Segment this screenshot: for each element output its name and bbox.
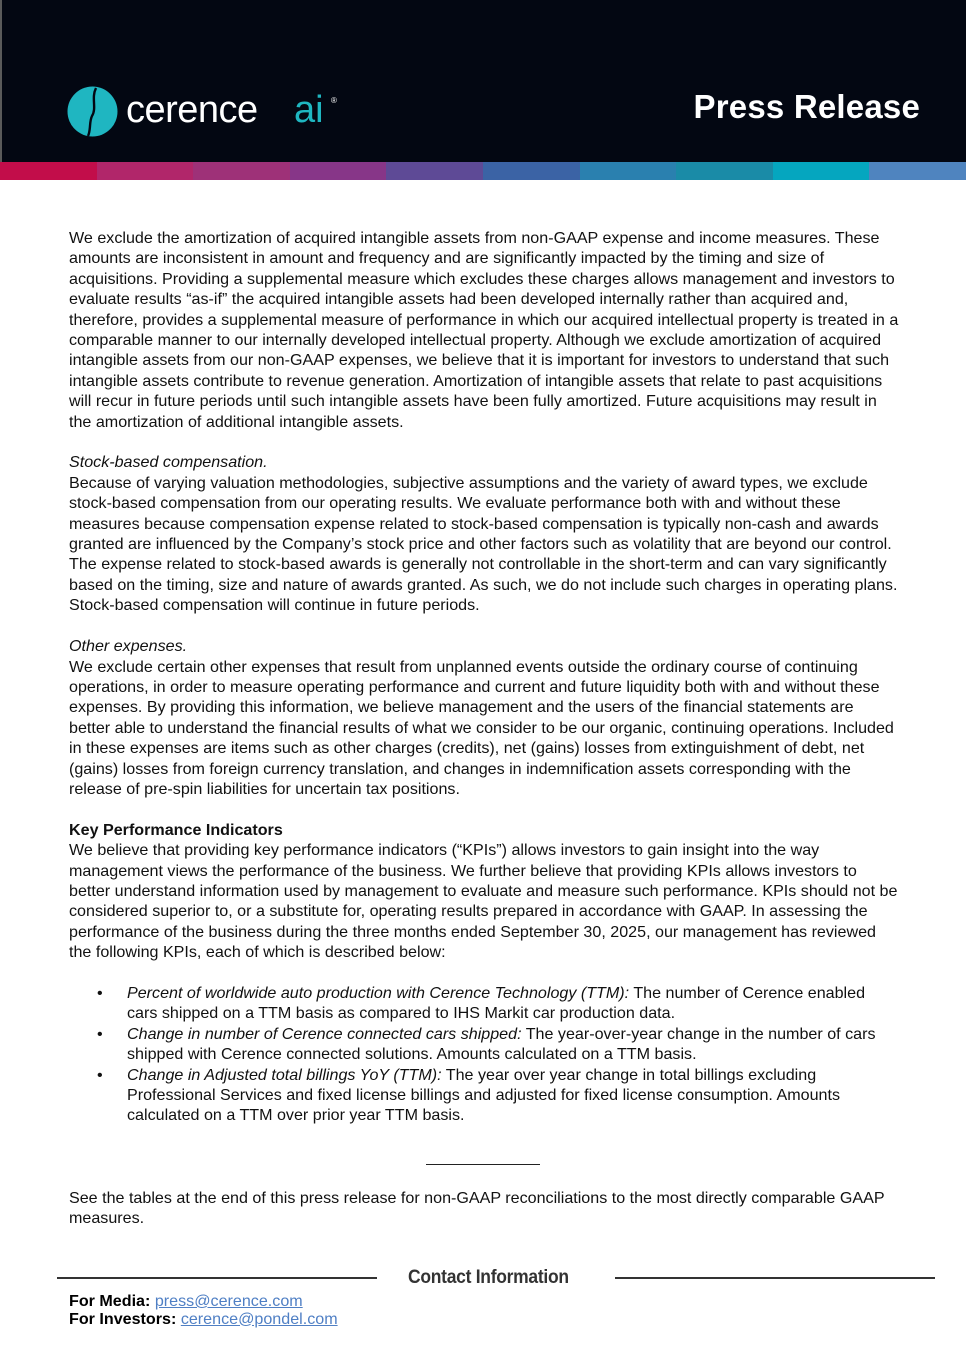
cerence-circle-logo-icon [67,86,118,137]
stripe-segment [97,162,194,180]
svg-text:®: ® [331,96,337,105]
bullet-icon: • [97,1024,103,1043]
amortization-paragraph: We exclude the amortization of acquired intangible assets from non-GAAP expense and income measures. These amounts are inconsistent in amount and frequency and are significantly impacted by the timing and size of acquisitions. Providing a supplemental measure which excludes these charges allows management and investors to evaluate results “as-if” the acquired intangible assets had been developed internally rather than acquired and, therefore, provides a supplemental measure of performance in which our acquired intellectual property is treated in a comparable manner to our internally developed intellectual property. Although we exclude amortization of acquired intangible assets from our non-GAAP expenses, we believe that it is important for investors to understand that such intangible assets contribute to revenue generation. Amortization of intangible assets that relate to past acquisitions will recur in future periods until such intangible assets have been fully amortized. Future acquisitions may result in the amortization of additional intangible assets. [69,229,899,431]
stripe-segment [676,162,773,180]
investors-email-link[interactable]: cerence@pondel.com [180,1309,338,1328]
contact-list [69,1293,338,1328]
stripe-segment [193,162,290,180]
header-edge [0,0,2,162]
bullet-icon: • [97,983,103,1002]
kpi-term: Change in number of Cerence connected cars shipped: [127,1024,522,1043]
section-heading-stock-based-compensation: Stock-based compensation. [69,453,268,472]
cerence-logo [67,84,346,138]
press-release-title: Press Release [693,88,920,125]
brand-color-stripe [0,162,966,180]
kpi-paragraph: We believe that providing key performance indicators (“KPIs”) allows investors to gain insight into the way management views the performance of the business. We further believe that providing KPIs allows investors to better understand information used by management to evaluate and measure such performance. KPIs should not be considered superior to, or a substitute for, operating results prepared in accordance with GAAP. In assessing the performance of the business during the three months ended September 30, 2025, our management has reviewed the following KPIs, each of which is described below: [69,841,898,962]
media-contact [69,1293,338,1311]
stripe-segment [290,162,387,180]
stripe-segment [773,162,870,180]
stripe-segment [580,162,677,180]
reconciliation-note: See the tables at the end of this press release for non-GAAP reconciliations to the most directly comparable GAAP measures. [69,1189,885,1228]
contact-rule-right [615,1277,935,1279]
document-body [69,228,899,1126]
stripe-segment [869,162,966,180]
page-header [0,0,966,162]
svg-text:cerence: cerence [126,91,258,131]
kpi-list-item [69,1024,899,1065]
kpi-term: Change in Adjusted total billings YoY (TTM): [127,1065,442,1084]
cerence-wordmark-icon [126,91,346,131]
kpi-list-item [69,1065,899,1126]
svg-text:ai: ai [294,91,324,131]
kpi-term: Percent of worldwide auto production with Cerence Technology (TTM): [127,983,630,1002]
kpi-description: The number of Cerence enabled cars shipped on a TTM basis as compared to IHS Markit car production data. [127,983,866,1023]
kpi-description: The year over year change in total billings excluding Professional Services and fixed license billings and adjusted for fixed license consumption. Amounts calculated on a TTM over prior year TTM basis. [127,1065,840,1125]
contact-information-heading: Contact Information [408,1267,569,1288]
kpi-list [69,983,899,1126]
investors-contact-label: For Investors: [69,1309,177,1328]
section-heading-kpi: Key Performance Indicators [69,820,283,839]
other-expenses-paragraph: We exclude certain other expenses that result from unplanned events outside the ordinary course of continuing operations, in order to measure operating performance and current and future liquidity both with and without these expenses. By providing this information, we believe management and the users of the financial statements are better able to understand the financial results of what we consider to be our organic, continuing operations. Included in these expenses are items such as other charges (credits), net (gains) losses from extinguishment of debt, net (gains) losses from foreign currency translation, and changes in indemnification assets corresponding with the release of pre-spin liabilities for uncertain tax positions. [69,657,894,798]
section-heading-other-expenses: Other expenses. [69,637,188,656]
kpi-description: The year-over-year change in the number of cars shipped with Cerence connected solutions. Amounts calculated on a TTM basis. [127,1024,876,1064]
bullet-icon: • [97,1065,103,1084]
stripe-segment [386,162,483,180]
contact-rule-left [57,1277,377,1279]
section-divider [426,1164,540,1165]
wordmark [126,91,346,131]
investors-contact [69,1311,338,1329]
stripe-segment [483,162,580,180]
kpi-list-item [69,983,899,1024]
stripe-segment [0,162,97,180]
media-email-link[interactable]: press@cerence.com [154,1292,303,1310]
media-contact-label: For Media: [69,1292,151,1310]
stock-based-compensation-paragraph: Because of varying valuation methodologies, subjective assumptions and the variety of award types, we exclude stock-based compensation from our operating results. We evaluate performance both with and without these measures because compensation expense related to stock-based compensation is typically non-cash and awards granted are influenced by the Company’s stock price and other factors such as volatility that are beyond our control. The expense related to stock-based awards is generally not controllable in the short-term and can vary significantly based on the timing, size and nature of awards granted. As such, we do not include such charges in operating plans. Stock-based compensation will continue in future periods. [69,473,898,615]
